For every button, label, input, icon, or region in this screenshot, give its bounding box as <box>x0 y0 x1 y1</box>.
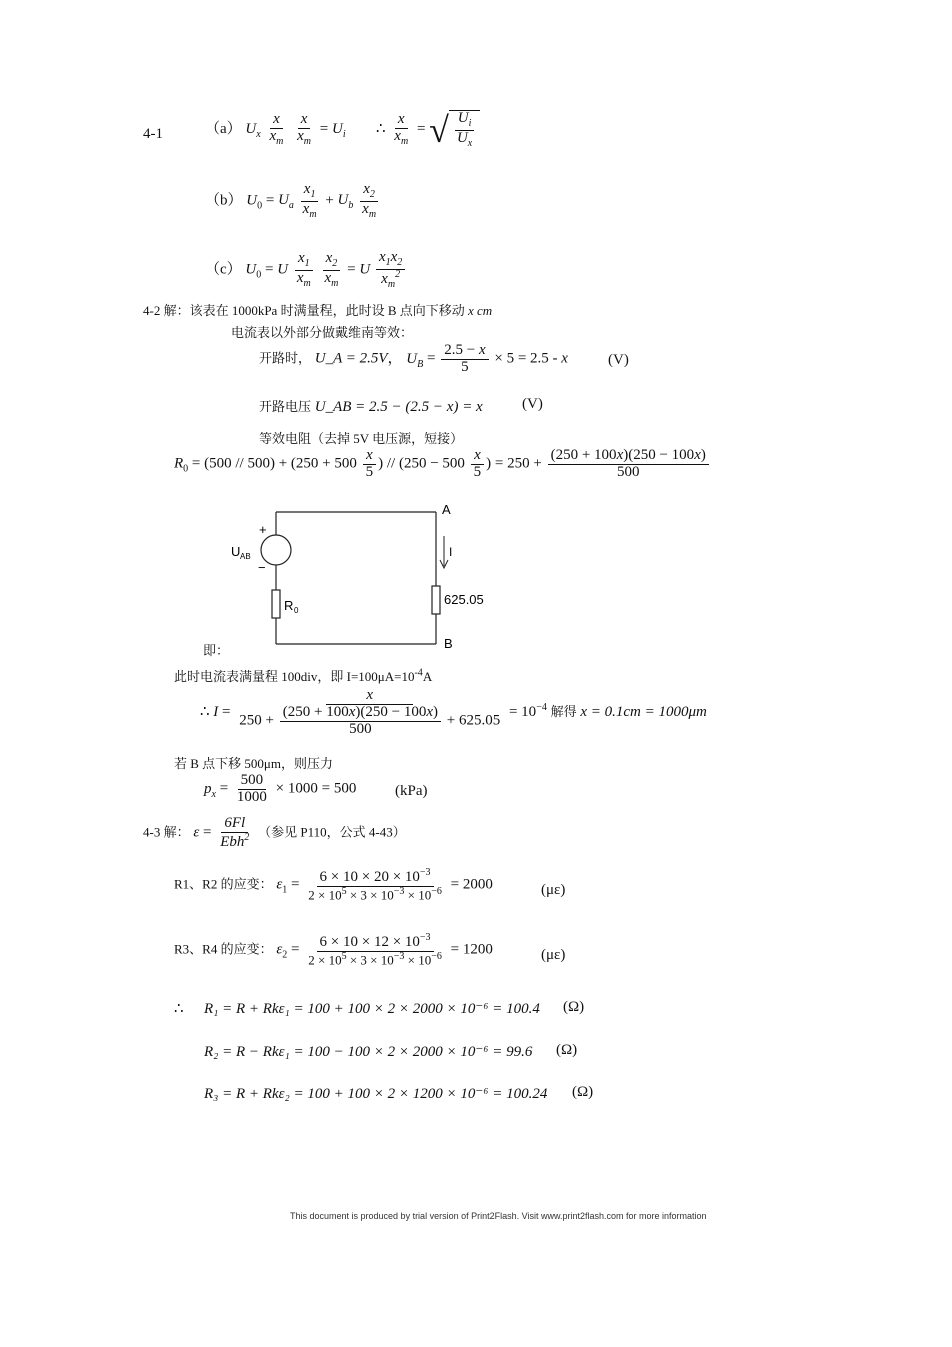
r34-label: R3、R4 的应变： <box>174 941 273 957</box>
eq-r2: R₂ = R − Rkε₁ = 100 − 100 × 2 × 2000 × 10⁻⁶ = 99.6 <box>204 1044 533 1060</box>
eq-4-1c: （c） $U_0 = U$ $\frac{x_1}{x_m}$ $\frac{x_2}{x_m}$ = U $\frac{x_1x_2}{x_m^2}$ <box>205 250 407 290</box>
px-unit: (kPa) <box>395 783 428 799</box>
source-sub: AB <box>240 552 251 561</box>
r0-sub: 0 <box>294 606 299 615</box>
eq-open-circuit: 开路时， U_A = 2.5V， $U_B$ = $\frac{2.5 - x}{5}$ × 5 = 2.5 - x <box>259 342 568 375</box>
r34-unit: (με) <box>541 947 566 963</box>
ref-text: （参见 P110，公式 4-43） <box>258 824 406 840</box>
eq-r1: R₁ = R + Rkε₁ = 100 + 100 × 2 × 2000 × 10⁻⁶ = 100.4 <box>204 1001 540 1017</box>
therefore-symbol: ∴ <box>174 1001 184 1017</box>
eq-px: $p_x$ = $\frac{500}{1000}$ × 1000 = 500 <box>204 772 357 805</box>
vab-label: 开路电压 <box>259 399 312 414</box>
eq-4-1a-result: ∴ $\frac{x}{x_m}$ = √ $\frac{U_i}{U_x}$ <box>376 110 480 149</box>
source-label: U <box>231 544 241 559</box>
heading-4-2-text: 4-2 解：该表在 1000kPa 时满量程，此时设 B 点向下移动 <box>143 303 465 318</box>
open-label: 开路时， <box>259 350 312 366</box>
solve-result: x = 0.1cm = 1000μm <box>580 704 707 721</box>
eq-strain-r34: R3、R4 的应变： $\varepsilon_2$ = $\frac{6 \times 10 \times 12 \times 10^{-3}}{2 \times 10^5 \times 3 \times 10^{-3} \times 10^{-6}}$ = 1200 <box>174 932 493 968</box>
ji-label: 即： <box>203 643 230 658</box>
open-ua: U_A = 2.5V <box>314 350 388 367</box>
vab-unit: (V) <box>522 396 543 412</box>
trial-footer: This document is produced by trial version of Print2Flash. Visit www.print2flash.com for more information <box>290 1211 707 1221</box>
resistor-meter <box>432 586 440 614</box>
eq-r3: R₃ = R + Rkε₂ = 100 + 100 × 2 × 1200 × 10⁻⁶ = 100.24 <box>204 1086 548 1102</box>
meter-resistance-label: 625.05 <box>444 592 484 607</box>
r34-value: = 1200 <box>450 941 493 958</box>
source-plus: + <box>259 522 267 537</box>
eq-r0: $R_0 = (500 // 500) + (250 + 500$ $\frac{x}{5}$ ) // (250 − 500 $\frac{x}{5}$ ) = 250 + $\frac{(250 + 100x)(250 - 100x)}{500}$ <box>174 448 711 481</box>
problem-number-4-1: 4-1 <box>143 126 163 142</box>
heading-4-2 <box>143 300 492 319</box>
label-b: （b） <box>205 192 243 209</box>
fullscale-exp: -4 <box>414 667 423 679</box>
node-b-label: B <box>444 636 453 650</box>
resistor-r0 <box>272 590 280 618</box>
fullscale-line <box>174 666 432 685</box>
r1-unit: (Ω) <box>563 999 585 1015</box>
req-label: 等效电阻（去掉 5V 电压源，短接） <box>259 431 464 446</box>
thevenin-circuit <box>220 498 500 650</box>
r3-unit: (Ω) <box>572 1084 594 1100</box>
solve-text: 解得 <box>550 704 577 720</box>
label-c: （c） <box>205 261 242 278</box>
heading-4-3: 4-3 解： ε = $\frac{6Fl}{Ebh^2}$ （参见 P110，公式 4-43） <box>143 815 406 850</box>
current-label: I <box>449 545 453 559</box>
px-result: × 1000 = 500 <box>275 780 357 797</box>
eq-open-voltage <box>259 396 483 416</box>
r12-value: = 2000 <box>450 876 493 893</box>
fullscale-tail: A <box>422 669 433 684</box>
eq-strain-r12: R1、R2 的应变： $\varepsilon_1$ = $\frac{6 \times 10 \times 20 \times 10^{-3}}{2 \times 10^5 \times 3 \times 10^{-3} \times 10^{-6}}$ = 2000 <box>174 867 493 903</box>
vab-eq: U_AB = 2.5 − (2.5 − x) = x <box>314 399 483 415</box>
if-b-line: 若 B 点下移 500μm，则压力 <box>174 756 334 771</box>
node-a-label: A <box>442 502 451 517</box>
label-a: （a） <box>205 121 242 138</box>
r2-unit: (Ω) <box>556 1042 578 1058</box>
fullscale-text: 此时电流表满量程 100div，即 I=100μA=10 <box>174 669 415 684</box>
r12-label: R1、R2 的应变： <box>174 876 273 892</box>
r0-label: R <box>284 598 294 613</box>
heading-4-3-text: 4-3 解： <box>143 824 190 840</box>
open-unit: (V) <box>608 352 629 368</box>
heading-4-2-unit: x cm <box>468 303 493 318</box>
r12-unit: (με) <box>541 882 566 898</box>
eq-4-1b: （b） $U_0 = U_a$ $\frac{x_1}{x_m}$ + $U_b$ $\frac{x_2}{x_m}$ <box>205 181 377 220</box>
eq-4-1a: （a） $U_x$ $\frac{x}{x_m}$ $\frac{x}{x_m}$ = $U_i$ <box>205 111 346 147</box>
thevenin-line: 电流表以外部分做戴维南等效： <box>231 325 414 340</box>
source-minus: − <box>258 560 266 575</box>
eq-current: ∴ I = x 250 + $\frac{(250 + 100x)(250 - 100x)}{500}$ + 625.05 = $10^{-4}$ 解得 x = 0.1cm = 1000μm <box>200 687 707 737</box>
